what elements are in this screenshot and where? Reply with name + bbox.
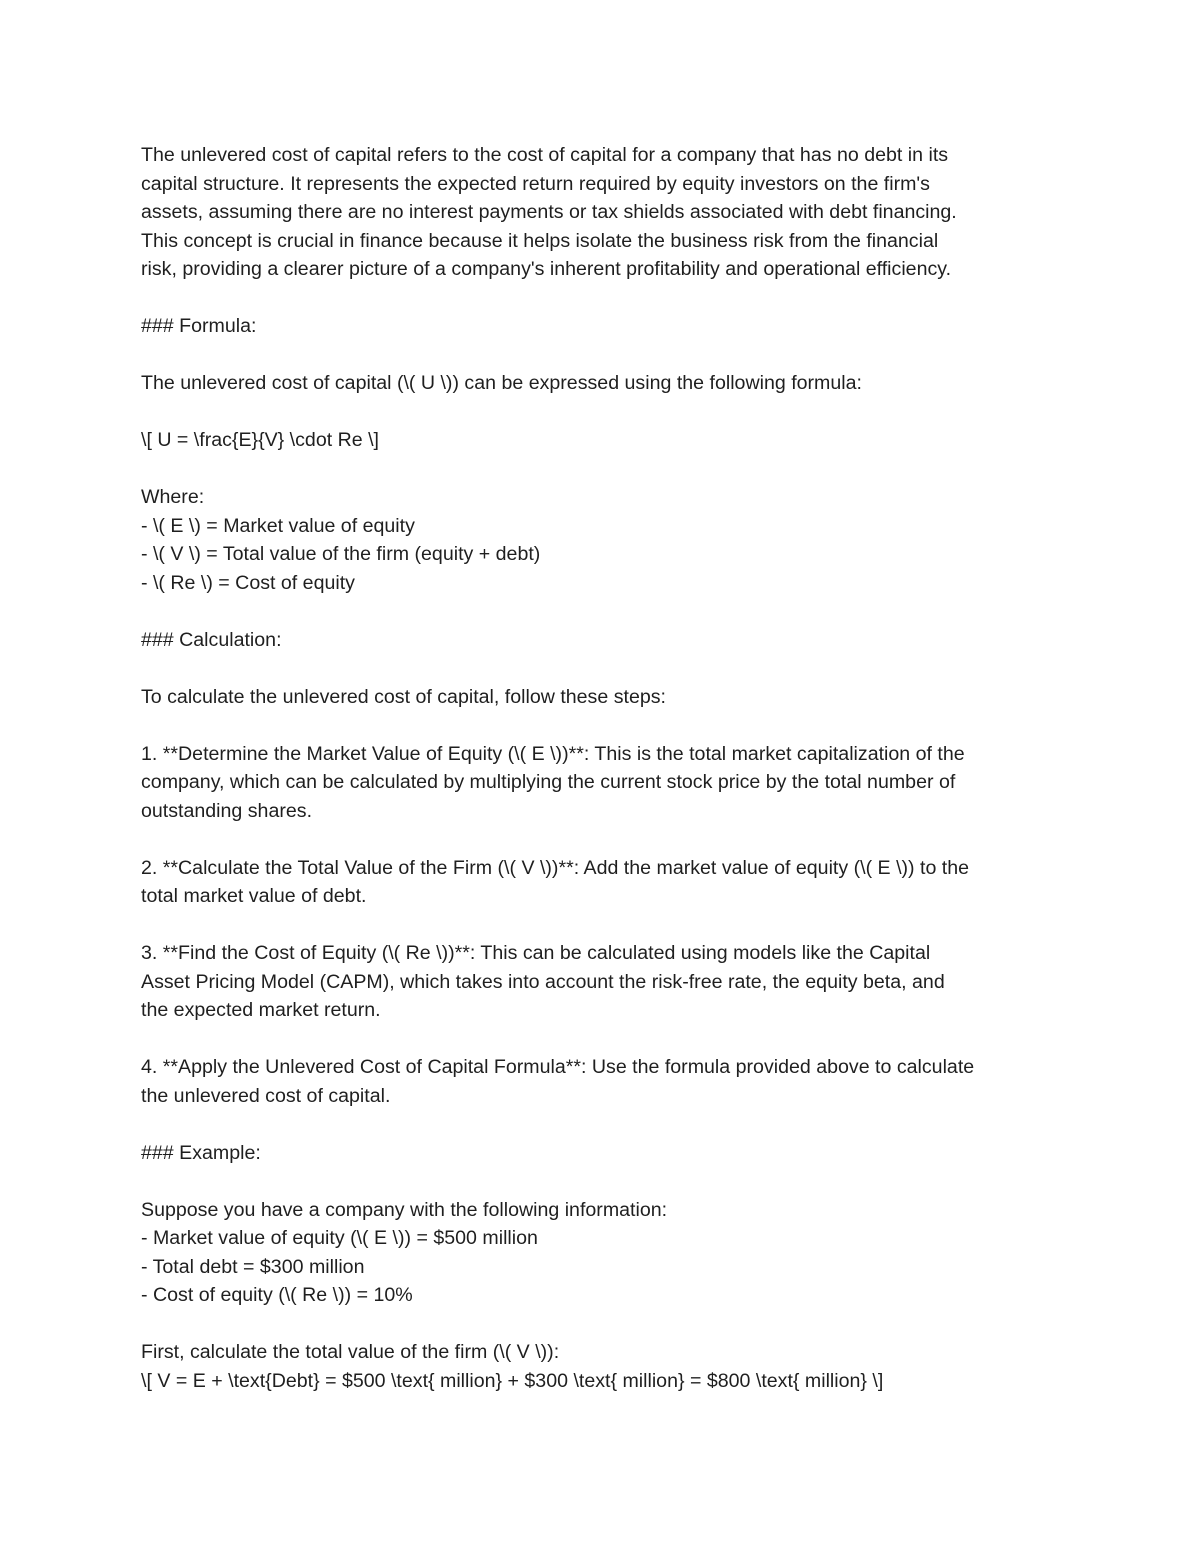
step-line: company, which can be calculated by multiplying the current stock price by the total number of [141,771,956,793]
paragraph-line: To calculate the unlevered cost of capital, follow these steps: [141,685,666,708]
blank-line [141,398,1071,427]
blank-line [141,1167,1071,1196]
step-line: total market value of debt. [141,885,367,907]
blank-line [141,711,1071,740]
blank-line [141,1110,1071,1139]
list-item: - \( E \) = Market value of equity [141,514,415,537]
formula-line: \[ V = E + \text{Debt} = $500 \text{ million} + $300 \text{ million} = $800 \text{ million} \] [141,1369,884,1392]
blank-line [141,284,1071,313]
blank-line [141,455,1071,484]
blank-line [141,1025,1071,1054]
list-item: - Total debt = $300 million [141,1255,365,1278]
paragraph-line: risk, providing a clearer picture of a company's inherent profitability and operational efficiency. [141,258,952,280]
paragraph-line: capital structure. It represents the expected return required by equity investors on the firm's [141,172,930,195]
step-line: outstanding shares. [141,799,313,822]
step-line: 3. **Find the Cost of Equity (\( Re \))**: This can be calculated using models like the Capital [141,942,931,964]
section-heading-example: ### Example: [141,1141,261,1164]
document-body [141,141,1071,1395]
step-line: the expected market return. [141,999,381,1021]
paragraph-line: Suppose you have a company with the following information: [141,1198,668,1221]
list-item: - Cost of equity (\( Re \)) = 10% [141,1284,413,1306]
blank-line [141,597,1071,626]
step-line: 1. **Determine the Market Value of Equity (\( E \))**: This is the total market capitalization of the [141,742,965,765]
blank-line [141,825,1071,854]
list-item: - \( Re \) = Cost of equity [141,571,355,594]
paragraph-line: The unlevered cost of capital (\( U \)) can be expressed using the following formula: [141,372,862,394]
paragraph-line: assets, assuming there are no interest payments or tax shields associated with debt financing. [141,201,957,223]
blank-line [141,341,1071,370]
step-line: 4. **Apply the Unlevered Cost of Capital Formula**: Use the formula provided above to calculate [141,1056,975,1078]
paragraph-line: This concept is crucial in finance because it helps isolate the business risk from the financial [141,229,939,252]
paragraph-line: The unlevered cost of capital refers to the cost of capital for a company that has no debt in its [141,144,949,166]
section-heading-formula: ### Formula: [141,315,257,337]
list-item: - Market value of equity (\( E \)) = $500 million [141,1227,538,1249]
step-line: 2. **Calculate the Total Value of the Firm (\( V \))**: Add the market value of equity (\( E \)) to the [141,856,970,879]
step-line: Asset Pricing Model (CAPM), which takes into account the risk-free rate, the equity beta, and [141,970,945,993]
blank-line [141,1310,1071,1339]
where-label: Where: [141,486,205,508]
blank-line [141,654,1071,683]
section-heading-calculation: ### Calculation: [141,628,282,651]
step-line: the unlevered cost of capital. [141,1084,391,1107]
formula-line: \[ U = \frac{E}{V} \cdot Re \] [141,429,379,451]
blank-line [141,911,1071,940]
paragraph-line: First, calculate the total value of the firm (\( V \)): [141,1341,560,1363]
list-item: - \( V \) = Total value of the firm (equity + debt) [141,543,541,565]
